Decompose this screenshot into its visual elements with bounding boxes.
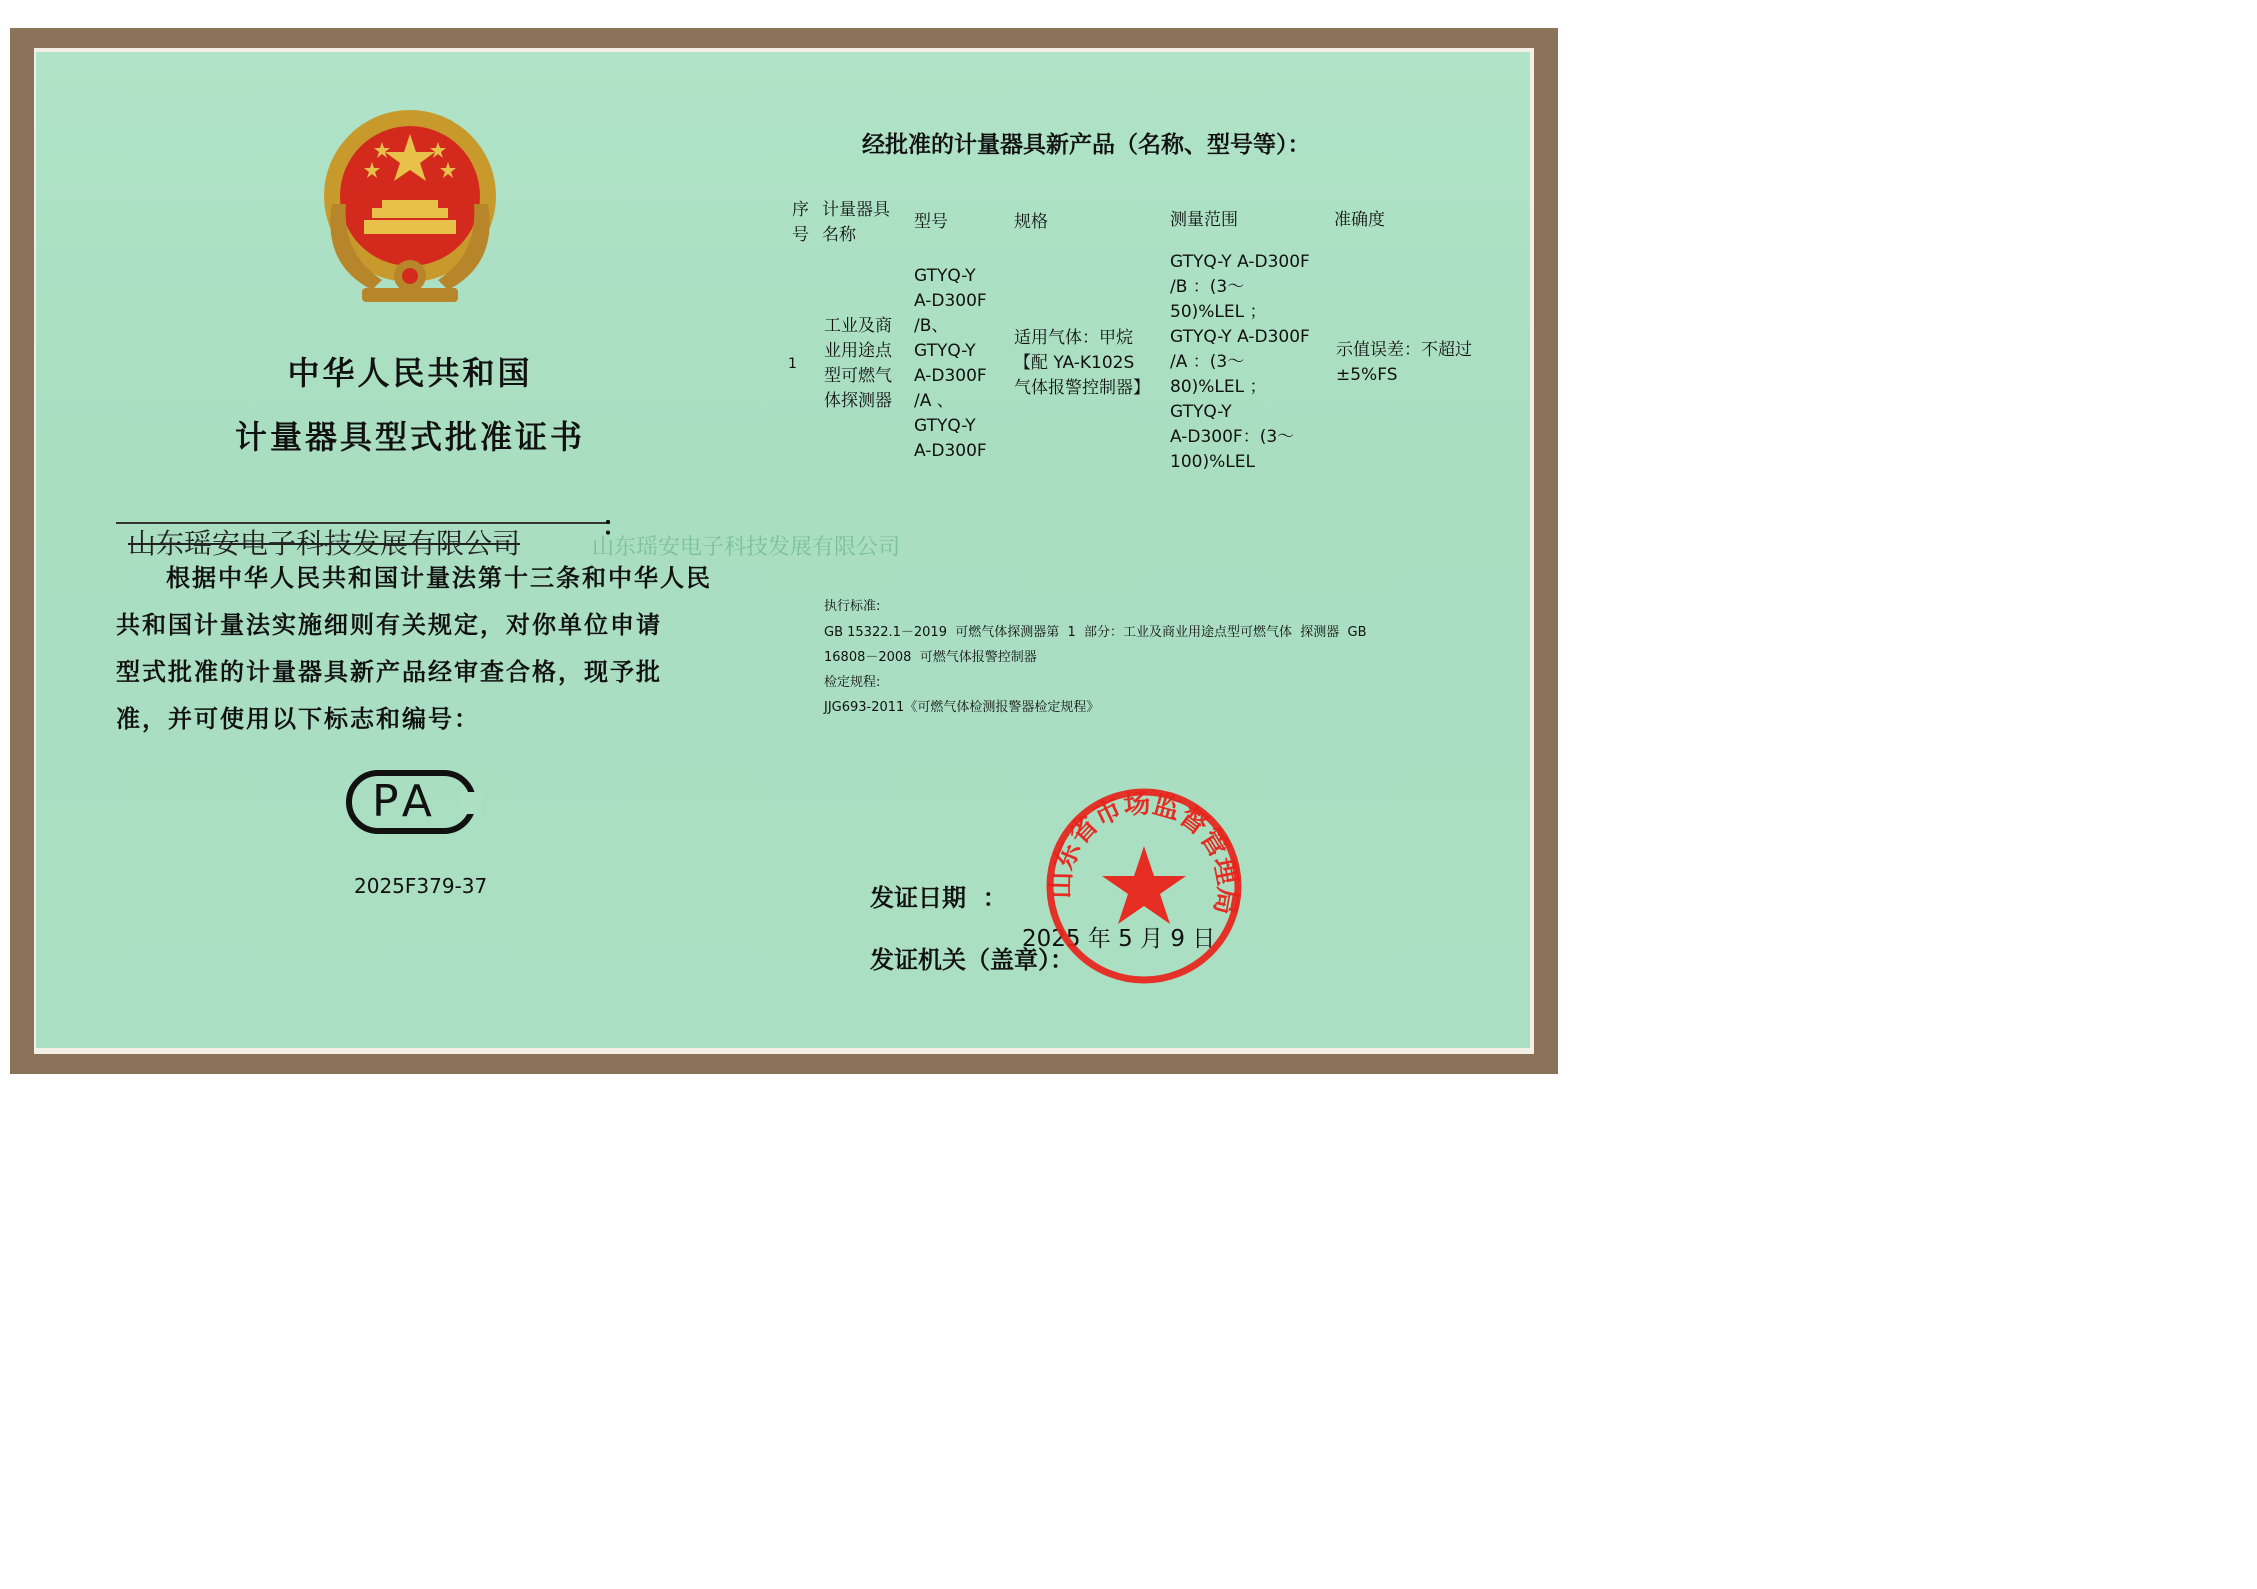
row-range: GTYQ-Y A-D300F /B ：(3～ 50)%LEL ； GTYQ-Y A-D300F /A ：(3～ 80)%LEL ； GTYQ-Y A-D300F：(3～ 100)%LEL [1170,252,1310,472]
col-header-spec: 规格 [1014,212,1048,232]
cpa-mark-text: PA [372,776,438,827]
exec-standard-line2: 16808－2008 可燃气体报警控制器 [824,650,1037,665]
national-emblem-icon [312,104,508,308]
col-header-name: 计量器具 名称 [822,200,890,245]
products-heading: 经批准的计量器具新产品（名称、型号等）： [862,131,1311,158]
certificate-title-line2: 计量器具型式批准证书 [234,418,585,456]
cpa-mark-gap [460,792,482,814]
exec-standard-line1: GB 15322.1－2019 可燃气体探测器第 1 部分：工业及商业用途点型可燃气体 探测器 GB [824,625,1367,640]
certificate-body-line4: 准，并可使用以下标志和编号： [116,704,480,733]
company-name-colon: ： [602,512,629,542]
official-seal-icon [1044,786,1244,986]
verify-regulation-label: 检定规程: [824,675,881,690]
company-name: 山东瑶安电子科技发展有限公司 [128,527,521,560]
issue-date-label: 发证日期 ： [870,883,1007,912]
row-name: 工业及商 业用途点 型可燃气 体探测器 [824,316,892,411]
col-header-accuracy: 准确度 [1334,210,1385,230]
svg-text:山东省市场监督管理局: 山东省市场监督管理局 [1045,788,1243,918]
issuing-authority-label: 发证机关（盖章）： [870,945,1074,974]
row-model: GTYQ-Y A-D300F /B、 GTYQ-Y A-D300F /A 、 GTYQ-Y A-D300F [914,266,987,461]
verify-regulation-line: JJG693-2011《可燃气体检测报警器检定规程》 [824,700,1100,715]
certificate-body-line3: 型式批准的计量器具新产品经审查合格，现予批 [116,657,662,686]
certificate-title-line1: 中华人民共和国 [287,354,533,392]
company-name-faint: 山东瑶安电子科技发展有限公司 [592,535,901,560]
certificate-body-line2: 共和国计量法实施细则有关规定，对你单位申请 [116,610,662,639]
col-header-model: 型号 [914,212,948,232]
exec-standard-label: 执行标准: [824,599,881,614]
approval-number: 2025F379-37 [354,874,488,898]
issue-date-value: 2025 年 5 月 9 日 [1022,926,1216,952]
company-name-underline [116,522,610,524]
certificate-body-line1: 根据中华人民共和国计量法第十三条和中华人民 [166,563,712,592]
row-seq: 1 [788,356,797,372]
col-header-range: 测量范围 [1170,210,1238,230]
row-spec: 适用气体：甲烷 【配 YA-K102S 气体报警控制器】 [1014,328,1150,398]
row-accuracy: 示值误差：不超过 ±5%FS [1336,340,1472,385]
col-header-seq: 序 号 [792,200,809,245]
